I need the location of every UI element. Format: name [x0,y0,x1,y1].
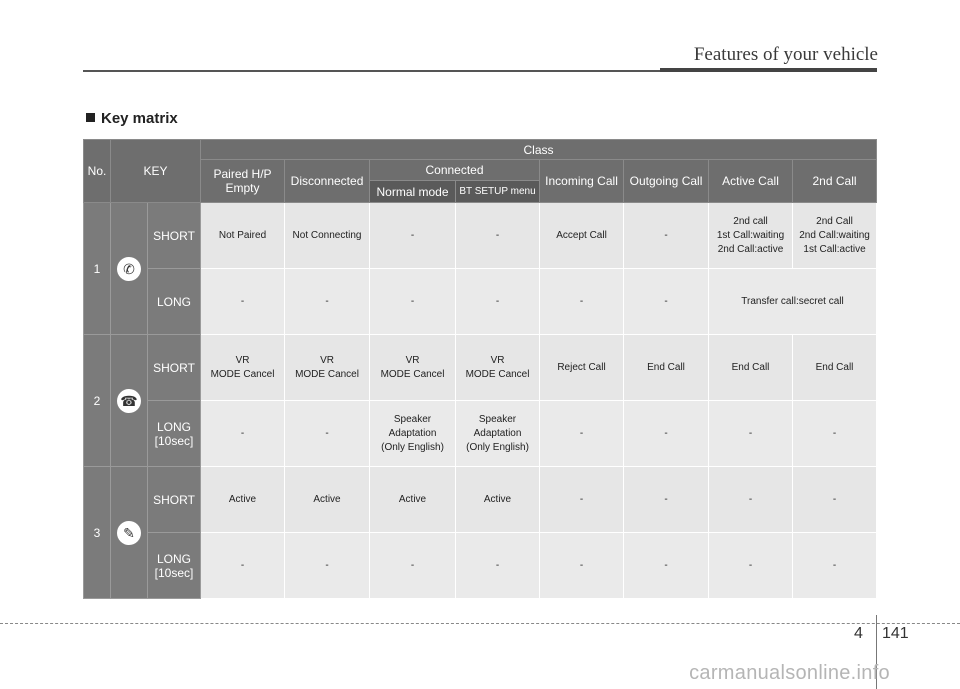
key-1-short-label: SHORT [148,203,201,269]
table-cell: Active [201,467,285,533]
table-cell: 2nd call 1st Call:waiting 2nd Call:active [709,203,793,269]
table-cell: Active [456,467,540,533]
table-cell: Not Paired [201,203,285,269]
table-cell: Speaker Adaptation (Only English) [456,401,540,467]
table-cell: - [624,401,709,467]
table-cell: VR MODE Cancel [285,335,370,401]
table-cell: VR MODE Cancel [370,335,456,401]
table-cell: - [540,467,624,533]
table-cell: - [540,401,624,467]
table-cell: VR MODE Cancel [456,335,540,401]
col-disconnected: Disconnected [285,160,370,203]
col-second-call: 2nd Call [793,160,877,203]
key-2-short-label: SHORT [148,335,201,401]
table-cell: - [540,269,624,335]
col-normal-mode: Normal mode [370,181,456,203]
table-cell: - [540,533,624,599]
col-outgoing-call: Outgoing Call [624,160,709,203]
col-incoming-call: Incoming Call [540,160,624,203]
key-matrix-table [83,139,877,599]
voice-command-icon: ✎ [117,521,141,545]
table-cell: - [370,533,456,599]
col-paired-hp: Paired H/P Empty [201,160,285,203]
col-active-call: Active Call [709,160,793,203]
table-cell: Active [370,467,456,533]
header-rule-accent [660,68,877,72]
table-cell: - [201,269,285,335]
key-1-long-label: LONG [148,269,201,335]
table-cell: - [456,203,540,269]
table-cell: Accept Call [540,203,624,269]
table-cell: - [285,533,370,599]
page-chapter: 4 [854,625,863,642]
table-cell: VR MODE Cancel [201,335,285,401]
key-3-icon-cell [111,467,148,599]
key-2-no: 2 [84,335,111,467]
table-cell: - [285,401,370,467]
table-cell: - [793,401,877,467]
section-title-text: Key matrix [101,110,178,127]
table-cell: Speaker Adaptation (Only English) [370,401,456,467]
footer-rule [0,623,960,624]
table-cell: - [285,269,370,335]
col-connected: Connected [370,160,540,181]
table-cell: - [793,533,877,599]
table-cell: - [624,203,709,269]
table-cell: - [624,269,709,335]
table-cell: Not Connecting [285,203,370,269]
table-cell: Reject Call [540,335,624,401]
key-3-short-label: SHORT [148,467,201,533]
key-2-long-label: LONG [10sec] [148,401,201,467]
section-title [86,110,178,127]
watermark: carmanualsonline.info [689,662,890,684]
col-class: Class [201,140,877,160]
col-key: KEY [111,140,201,203]
table-cell: - [624,467,709,533]
table-cell: End Call [624,335,709,401]
table-cell: - [370,203,456,269]
table-cell: - [709,533,793,599]
key-3-no: 3 [84,467,111,599]
table-cell: End Call [793,335,877,401]
table-cell: - [456,533,540,599]
table-cell: - [624,533,709,599]
table-cell: - [709,467,793,533]
key-1-icon-cell [111,203,148,335]
col-bt-setup: BT SETUP menu [456,181,540,203]
header-title: Features of your vehicle [693,44,878,65]
table-cell-merged: Transfer call:secret call [709,269,877,335]
page-number: 141 [882,625,909,642]
phone-hangup-icon: ☎ [117,389,141,413]
table-cell: - [370,269,456,335]
table-cell: - [456,269,540,335]
table-cell: Active [285,467,370,533]
key-2-icon-cell [111,335,148,467]
table-cell: End Call [709,335,793,401]
table-cell: - [709,401,793,467]
col-no: No. [84,140,111,203]
table-cell: - [793,467,877,533]
table-cell: - [201,401,285,467]
phone-call-icon: ✆ [117,257,141,281]
key-3-long-label: LONG [10sec] [148,533,201,599]
table-cell: - [201,533,285,599]
bullet-square-icon [86,113,95,122]
table-cell: 2nd Call 2nd Call:waiting 1st Call:active [793,203,877,269]
key-1-no: 1 [84,203,111,335]
